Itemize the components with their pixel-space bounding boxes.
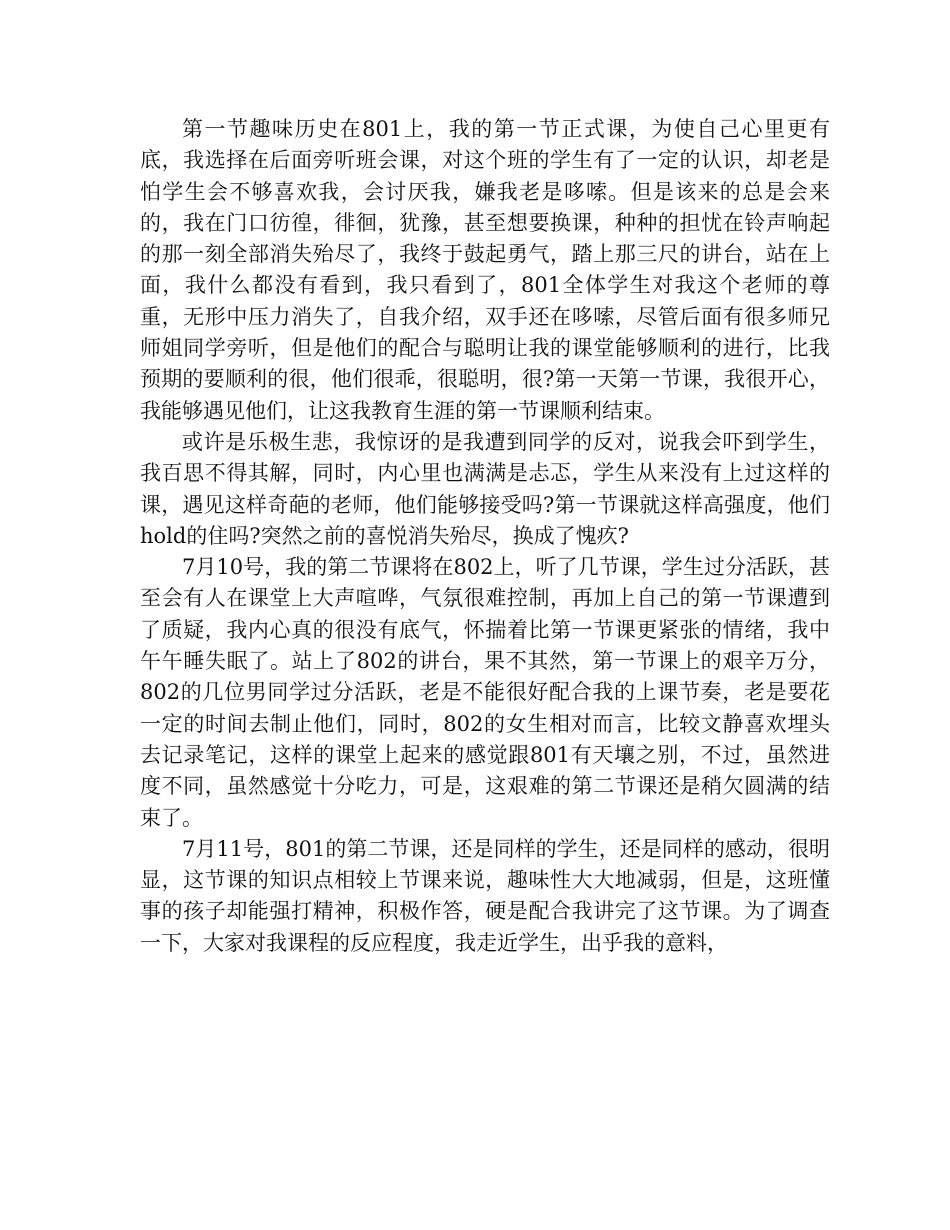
paragraph-reflection: 或许是乐极生悲，我惊讶的是我遭到同学的反对，说我会吓到学生，我百思不得其解，同时，内心里也满满是忐忑，学生从来没有上过这样的课，遇见这样奇葩的老师，他们能够接受吗?第一节课就这样高强度，他们hold的住吗?突然之前的喜悦消失殆尽，换成了愧疚? [140, 429, 830, 548]
document-page [140, 114, 830, 959]
paragraph-first-lesson: 第一节趣味历史在801上，我的第一节正式课，为使自己心里更有底，我选择在后面旁听班会课，对这个班的学生有了一定的认识，却老是怕学生会不够喜欢我，会讨厌我，嫌我老是哆嗦。但是该来的总是会来的，我在门口彷徨，徘徊，犹豫，甚至想要换课，种种的担忧在铃声响起的那一刻全部消失殆尽了，我终于鼓起勇气，踏上那三尺的讲台，站在上面，我什么都没有看到，我只看到了，801全体学生对我这个老师的尊重，无形中压力消失了，自我介绍，双手还在哆嗦，尽管后面有很多师兄师姐同学旁听，但是他们的配合与聪明让我的课堂能够顺利的进行，比我预期的要顺利的很，他们很乖，很聪明，很?第一天第一节课，我很开心，我能够遇见他们，让这我教育生涯的第一节课顺利结束。 [140, 117, 830, 423]
paragraph-july-10: 7月10号，我的第二节课将在802上，听了几节课，学生过分活跃，甚至会有人在课堂上大声喧哗，气氛很难控制，再加上自己的第一节课遭到了质疑，我内心真的很没有底气，怀揣着比第一节课更紧张的情绪，我中午午睡失眠了。站上了802的讲台，果不其然，第一节课上的艰辛万分，802的几位男同学过分活跃，老是不能很好配合我的上课节奏，老是要花一定的时间去制止他们，同时，802的女生相对而言，比较文静喜欢埋头去记录笔记，这样的课堂上起来的感觉跟801有天壤之别，不过，虽然进度不同，虽然感觉十分吃力，可是，这艰难的第二节课还是稍欠圆满的结束了。 [140, 555, 830, 830]
paragraph-july-11: 7月11号，801的第二节课，还是同样的学生，还是同样的感动，很明显，这节课的知识点相较上节课来说，趣味性大大地减弱，但是，这班懂事的孩子却能强打精神，积极作答，硬是配合我讲完了这节课。为了调查一下，大家对我课程的反应程度，我走近学生，出乎我的意料， [140, 836, 830, 955]
